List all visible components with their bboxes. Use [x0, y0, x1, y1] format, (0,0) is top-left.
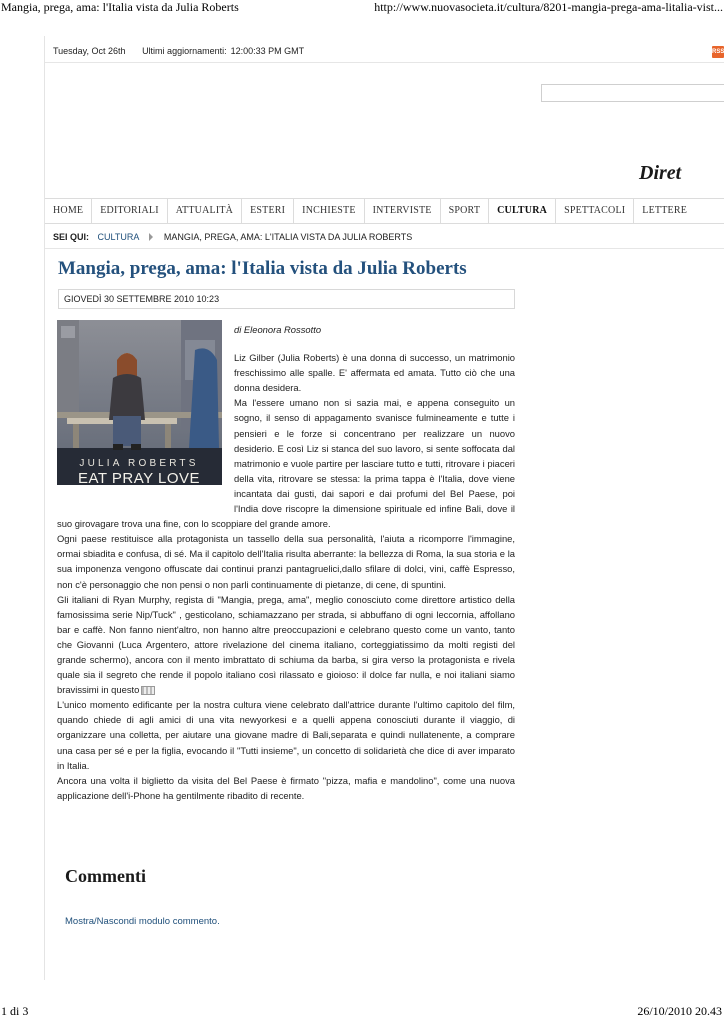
article-date: GIOVEDÌ 30 SETTEMBRE 2010 10:23	[58, 289, 515, 309]
print-page-url: http://www.nuovasocieta.it/cultura/8201-mangia-prega-ama-litalia-vist...	[374, 0, 723, 14]
nav-item-interviste[interactable]: INTERVISTE	[365, 199, 441, 223]
search-input[interactable]	[541, 84, 724, 102]
nav-item-sport[interactable]: SPORT	[441, 199, 490, 223]
nav-item-spettacoli[interactable]: SPETTACOLI	[556, 199, 634, 223]
article-paragraph-text: Gli italiani di Ryan Murphy, regista di "Mangia, prega, ama", meglio conosciuto come direttore artistico della famosissima serie Nip/Tuck" , gesticolano, schiamazzano per strada, si abbuffano di ogni leccornia, affollano bar e caffè. Non fanno nient'altro, non hanno altre preoccupazioni e celebrano questo come un vanto, tanto che Giovanni (Luca Argentero, attore rivelazione del cinema italiano, corteggiatissimo da molti registi del grande schermo), ancora con il mento imbrattato di schiuma da barba, si gira verso la protagonista e rivela quale sia il segreto che rende il popolo italiano così rilassato e gioioso: il dolce far nulla, e noi italiani siamo bravissimi in questo	[57, 593, 515, 696]
poster-actor-name: JULIA ROBERTS	[79, 458, 199, 469]
masthead-brand-text: Diret	[639, 162, 682, 184]
divider	[45, 248, 724, 249]
divider	[45, 62, 724, 63]
nav-item-inchieste[interactable]: INCHIESTE	[294, 199, 364, 223]
inline-image-icon	[141, 686, 155, 695]
poster-movie-title: EAT PRAY LOVE	[77, 470, 201, 485]
article-paragraph: L'unico momento edificante per la nostra cultura viene celebrato dall'attrice durante l'ultimo capitolo del film, quando chiede di agli amici di una vita newyorkesi e a quelli appena conosciuti durante il viaggio, di organizzare una colletta, per aiutare una giovane madre di Bali,separata e quindi nullatenente, a comprare una casa per sé e per la figlia, evocando il "Tutti insieme", un concetto di solidarietà che dice di aver imparato in Italia.	[57, 699, 515, 771]
article-body	[57, 318, 515, 803]
nav-item-editoriali[interactable]: EDITORIALI	[92, 199, 167, 223]
article-paragraph: Liz Gilber (Julia Roberts) è una donna di successo, un matrimonio freschissimo alle spalle. E' affermata ed amata. Tutto ciò che una donna desidera.	[234, 352, 515, 394]
article-paragraph: Ogni paese restituisce alla protagonista un tassello della sua personalità, l'aiuta a ricomporre l'immagine, ormai sbiadita e confusa, di sé. Ma il capitolo dell'Italia risulta aberrante: la bellezza di Roma, la sua storia e la sua imponenza vengono offuscate dai continui pranzi pantagruelici,dallo sfilare di dolci, vini, caffè Espresso, non c'è personaggio che non pensi o non parli continuamente di pietanze, di cene, di spuntini.	[57, 533, 515, 590]
article-paragraph: Ancora una volta il biglietto da visita del Bel Paese è firmato "pizza, mafia e mandolino", come una nuova applicazione dell'i-Phone ha gentilmente ribadito di recente.	[57, 774, 515, 801]
nav-item-cultura[interactable]: CULTURA	[489, 199, 556, 223]
breadcrumb-link-cultura[interactable]: CULTURA	[97, 232, 139, 242]
nav-item-home[interactable]: HOME	[45, 199, 92, 223]
breadcrumb	[53, 232, 412, 242]
breadcrumb-arrow-icon	[149, 233, 153, 241]
main-navigation	[45, 198, 724, 224]
print-page-number: 1 di 3	[1, 1004, 29, 1018]
article-paragraph	[57, 592, 515, 698]
nav-item-lettere[interactable]: LETTERE	[642, 205, 688, 216]
article-title[interactable]: Mangia, prega, ama: l'Italia vista da Julia Roberts	[58, 258, 467, 279]
image-spacer	[57, 318, 234, 504]
article-paragraph: Ma l'essere umano non si sazia mai, e appena conseguito un sogno, il senso di appagamento svanisce fulmineamente e tutte i pensieri e le forze si concentrano per realizzare un nuovo desiderio. E così Liz si stanca del suo lavoro, si sente soffocata dal matrimonio e vuole partire per lasciare tutto e tutti, ritrovare i piaceri della vita, ritrovare se stessa: la prima tappa è l'Italia, dove viene incantata dai gusti, dai sapori e dai profumi del Bel Paese, poi l'India dove riscopre la dimensione spirituale ed infine Bali, dove il suo girovagare trova una fine, con lo scoppiare del grande amore.	[57, 397, 515, 530]
web-page	[44, 36, 724, 980]
comments-title: Commenti	[65, 866, 146, 886]
updates-info	[142, 46, 318, 56]
print-datetime: 26/10/2010 20.43	[637, 1004, 722, 1018]
updates-label: Ultimi aggiornamenti:	[142, 46, 227, 56]
updates-time: 12:00:33 PM GMT	[230, 46, 305, 56]
toggle-comment-form-link[interactable]: Mostra/Nascondi modulo commento.	[65, 916, 220, 927]
nav-item-esteri[interactable]: ESTERI	[242, 199, 294, 223]
article-author: di Eleonora Rossotto	[234, 324, 322, 335]
print-footer	[0, 1004, 724, 1020]
rss-icon[interactable]: RSS	[712, 46, 724, 58]
breadcrumb-current: MANGIA, PREGA, AMA: L'ITALIA VISTA DA JULIA ROBERTS	[163, 232, 413, 242]
top-bar	[53, 46, 332, 56]
print-page-title: Mangia, prega, ama: l'Italia vista da Julia Roberts	[1, 0, 239, 14]
current-date: Tuesday, Oct 26th	[53, 46, 126, 56]
breadcrumb-label: SEI QUI:	[53, 232, 90, 242]
print-header	[0, 0, 724, 16]
nav-item-attualita[interactable]: ATTUALITÀ	[168, 199, 242, 223]
